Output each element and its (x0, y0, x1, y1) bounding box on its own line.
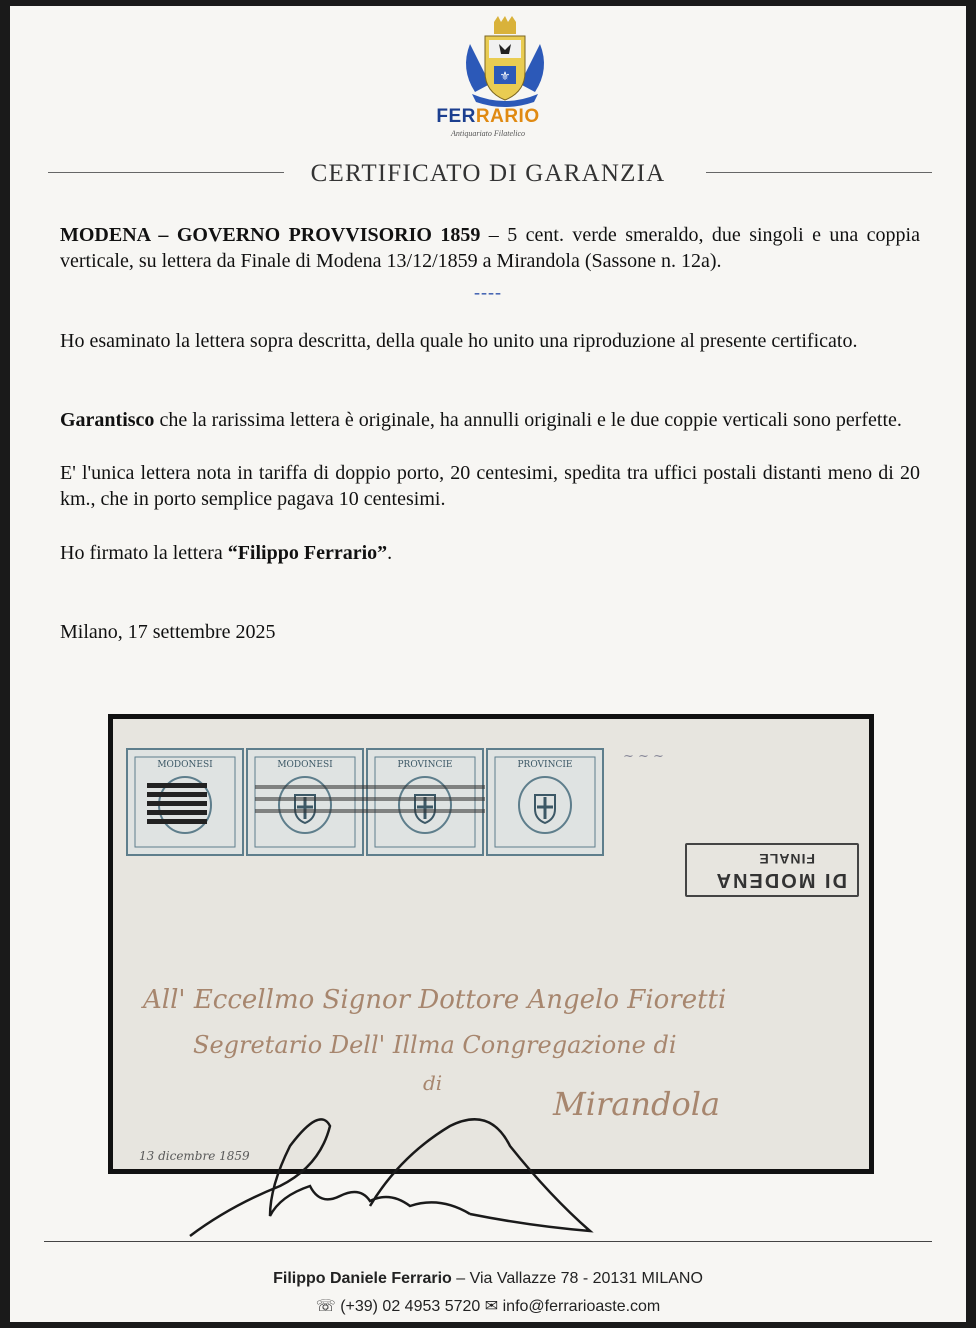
stamp-2 (247, 749, 363, 855)
footer-phone: (+39) 02 4953 5720 (340, 1298, 481, 1315)
footer-name: Filippo Daniele Ferrario (273, 1270, 452, 1287)
stamp-1 (127, 749, 243, 855)
phone-icon: ☏ (315, 1298, 336, 1315)
rarity-paragraph: E' l'unica lettera nota in tariffa di doppio porto, 20 centesimi, spedita tra uffici postali distanti meno di 20 km., che in porto semplice pagava 10 centesimi. (60, 462, 920, 510)
postmark-line2: FINALE (758, 851, 815, 867)
separator-dashes: ---- (474, 282, 502, 302)
stamp-1-label: MODONESI (157, 760, 213, 770)
brand-tagline: Antiquariato Filatelico (451, 129, 525, 138)
svg-text:⚜: ⚜ (499, 69, 511, 83)
stamp-4-label: PROVINCIE (517, 760, 573, 770)
brand-name: FERRARIO (436, 106, 540, 127)
address-line2: Segretario Dell' Illma Congregazione di (193, 1031, 677, 1059)
subject-description: – 5 cent. verde smeraldo, due singoli e una coppia verticale, su lettera da Finale di Modena 13/12/1859 a Mirandola (Sassone n. 12a). (60, 224, 920, 272)
subject-paragraph (60, 222, 920, 274)
guarantee-text: che la rarissima lettera è originale, ha annulli originali e le due coppie verticali sono perfette. (154, 409, 902, 431)
footer-contact (10, 1296, 966, 1316)
date-annotation: 13 dicembre 1859 (139, 1149, 250, 1163)
place-date: Milano, 17 settembre 2025 (60, 621, 276, 643)
title-rule-right (706, 172, 932, 173)
email-icon: ✉ (484, 1298, 499, 1315)
stamp-2-label: MODONESI (277, 760, 333, 770)
footer-email[interactable]: info@ferrarioaste.com (502, 1298, 661, 1315)
stamp-strip (125, 747, 605, 857)
handwritten-signature (170, 1086, 600, 1246)
examination-paragraph: Ho esaminato la lettera sopra descritta, della quale ho unito una riproduzione al presente certificato. (60, 330, 858, 352)
address-line3: Mirandola (553, 1085, 721, 1123)
signed-name: “Filippo Ferrario” (227, 542, 388, 564)
subject-title: MODENA – GOVERNO PROVVISORIO 1859 (60, 224, 481, 246)
guarantee-keyword: Garantisco (60, 409, 155, 431)
address-prefix: di (423, 1071, 443, 1095)
stamp-4 (487, 749, 603, 855)
finale-postmark (685, 843, 859, 897)
footer-rule (44, 1241, 932, 1242)
stamp-3-label: PROVINCIE (397, 760, 453, 770)
stamp-3 (367, 749, 483, 855)
pencil-note: ~ ~ ~ (623, 749, 664, 764)
postmark-line1: DI MODENA (714, 869, 847, 891)
coat-of-arms-logo (450, 14, 560, 109)
signed-paragraph: Ho firmato la lettera “Filippo Ferrario”. (60, 542, 393, 564)
address-line1: All' Eccellmo Signor Dottore Angelo Fioretti (143, 985, 727, 1015)
guarantee-paragraph (60, 407, 920, 433)
certificate-sheet (10, 6, 966, 1322)
footer-address: – Via Vallazze 78 - 20131 MILANO (451, 1270, 703, 1287)
footer-company (10, 1270, 966, 1288)
certificate-title: CERTIFICATO DI GARANZIA (310, 160, 666, 187)
